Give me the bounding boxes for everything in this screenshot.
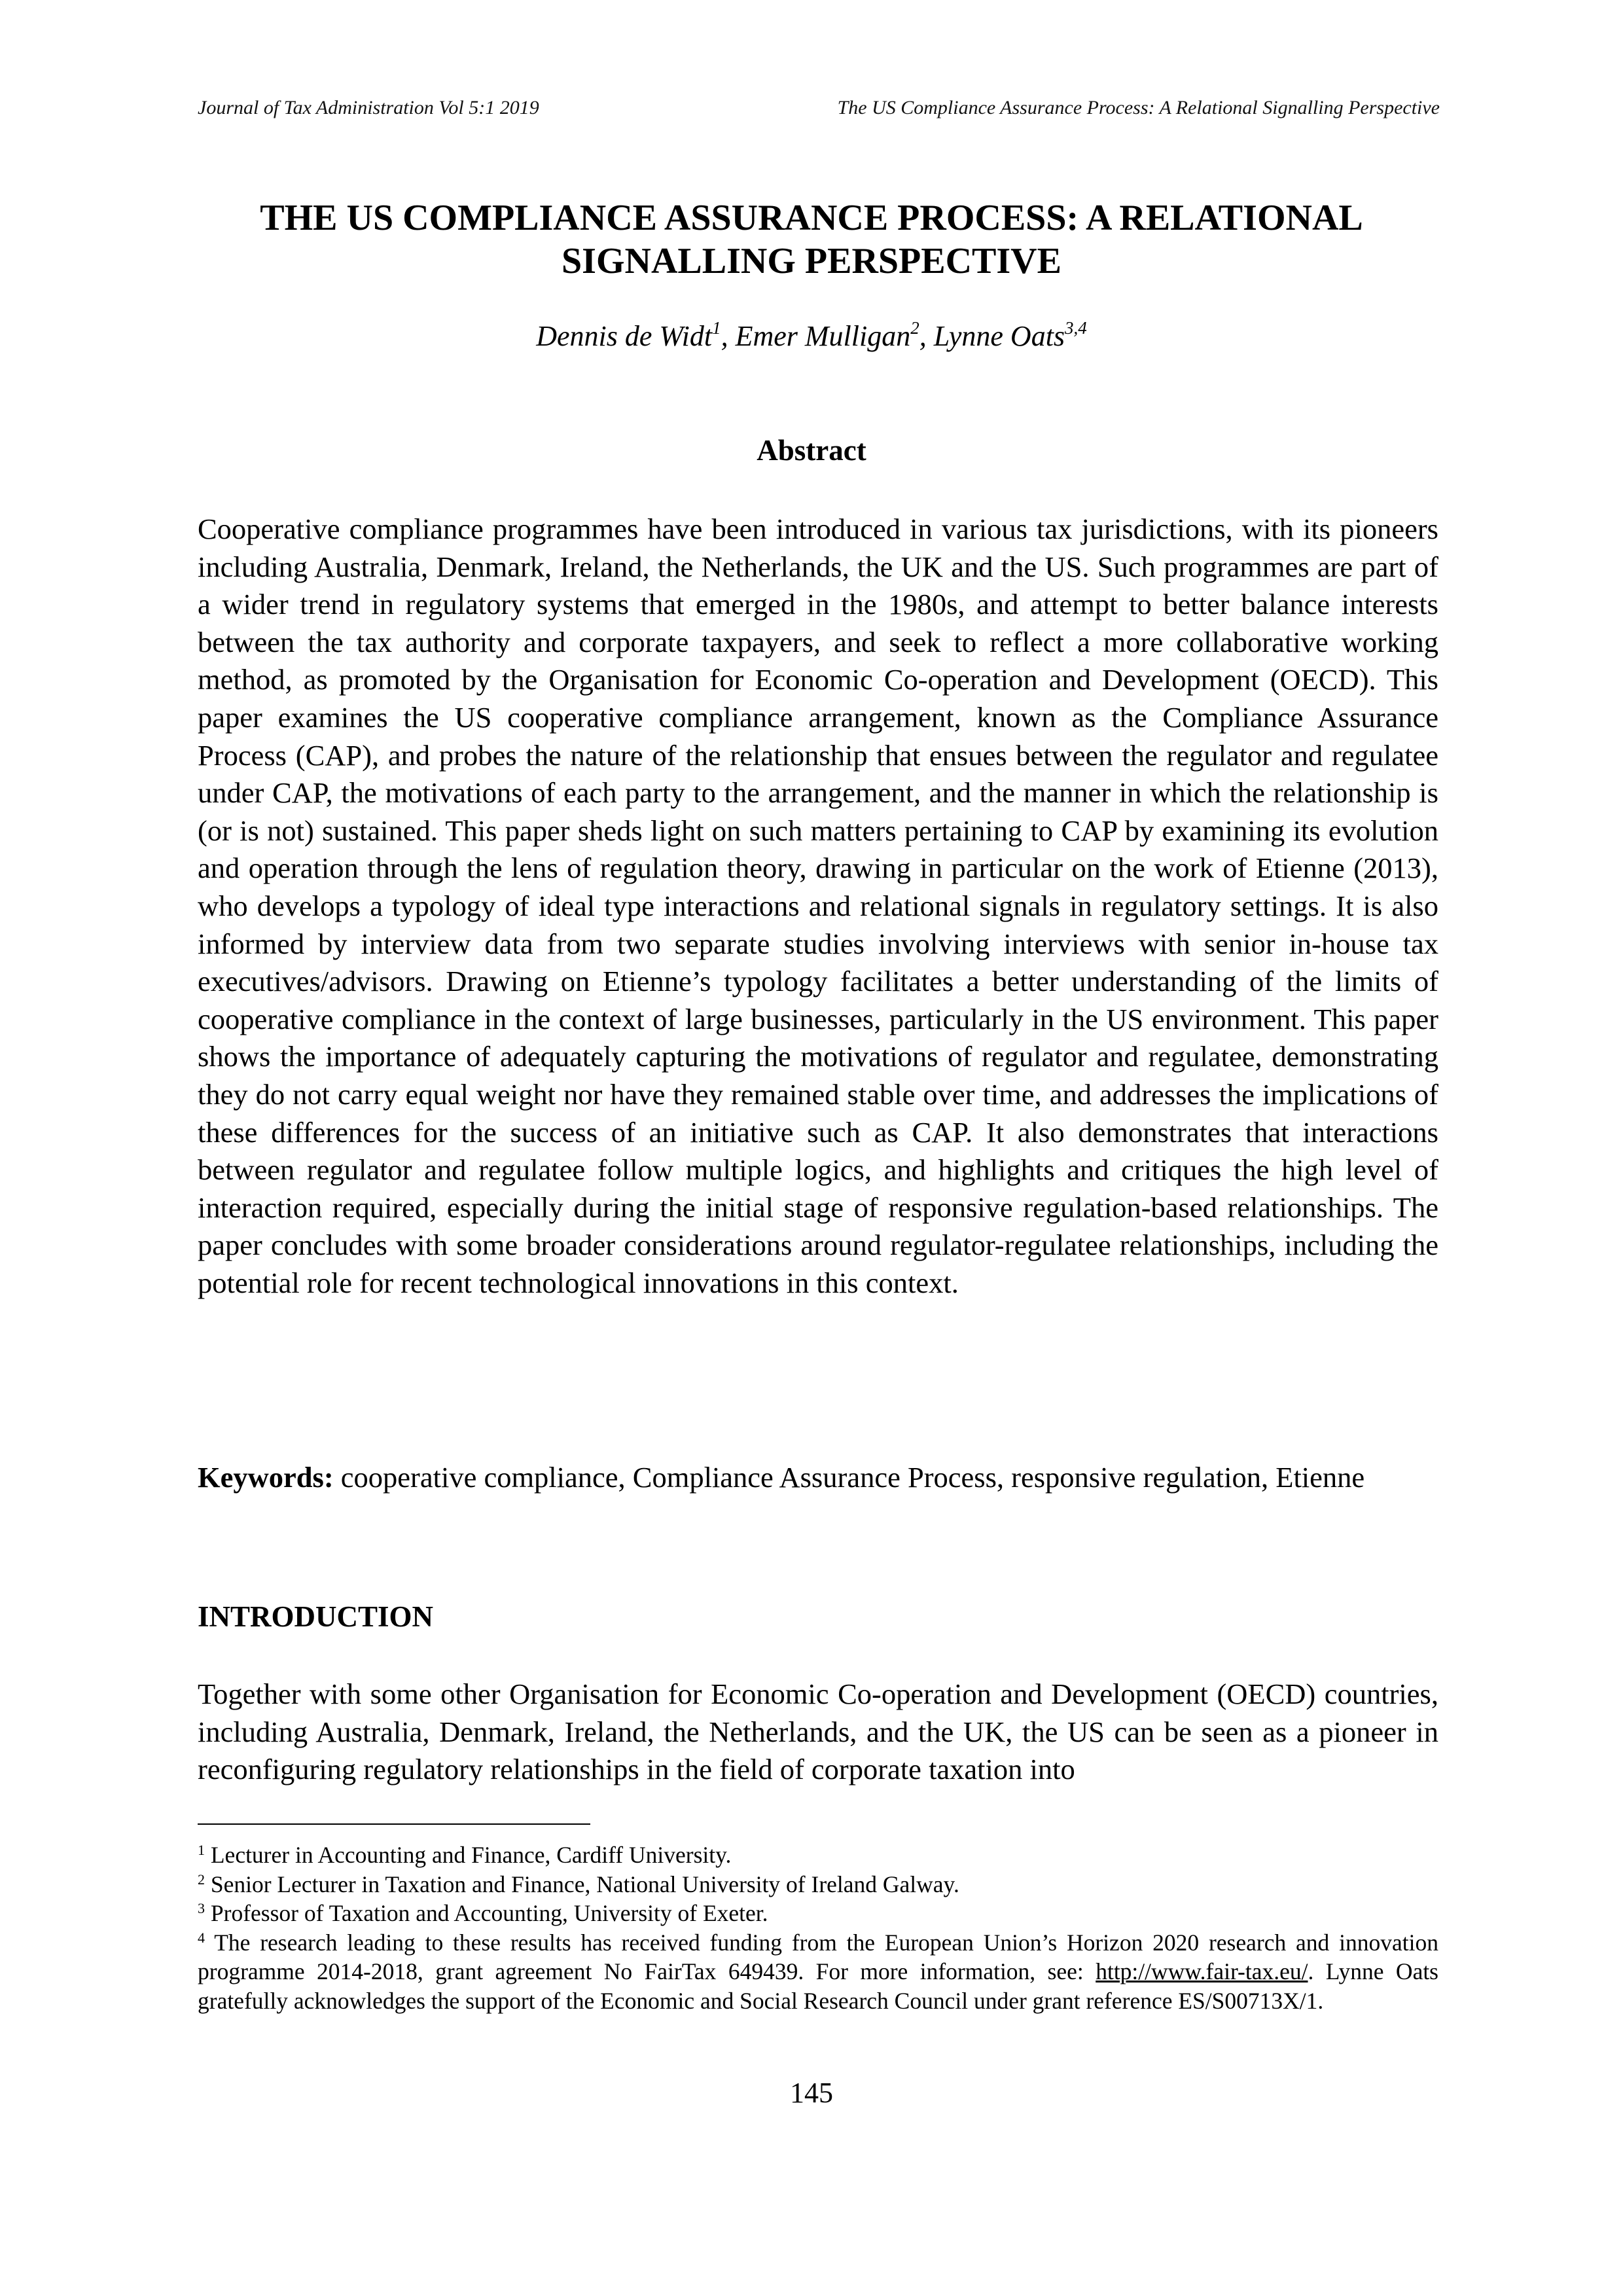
fair-tax-link[interactable]: http://www.fair-tax.eu/ bbox=[1096, 1958, 1308, 1984]
footnote-text: Lecturer in Accounting and Finance, Cardiff University. bbox=[205, 1842, 732, 1868]
short-title: The US Compliance Assurance Process: A Relational Signalling Perspective bbox=[837, 97, 1440, 118]
footnote-text: . Lynne Oats gratefully acknowledges the support of the Economic and Social Research Council under grant reference ES/S00713X/1. bbox=[198, 1958, 1438, 2014]
footnote bbox=[198, 1928, 1438, 2016]
introduction-heading: INTRODUCTION bbox=[198, 1600, 434, 1633]
page-number: 145 bbox=[790, 2077, 833, 2109]
journal-citation: Journal of Tax Administration Vol 5:1 2019 bbox=[198, 97, 539, 118]
author-list bbox=[0, 319, 1623, 353]
author-affiliation-marker: 1 bbox=[712, 318, 721, 338]
footnote-number: 1 bbox=[198, 1842, 205, 1858]
footnote bbox=[198, 1840, 1438, 1870]
keywords bbox=[198, 1458, 1438, 1497]
author-affiliation-marker: 3,4 bbox=[1065, 318, 1087, 338]
author-name: Emer Mulligan bbox=[735, 320, 911, 352]
introduction-text: Together with some other Organisation for Economic Co-operation and Development (OECD) countries, including Australia, Denmark, Ireland, the Netherlands, and the UK, the US can be seen as a pioneer in reconfiguring regulatory relationships in the field of corporate taxation into bbox=[198, 1677, 1438, 1786]
running-head bbox=[198, 97, 1440, 119]
footnote-number: 3 bbox=[198, 1900, 205, 1916]
footnote-text: The research leading to these results has received funding from the European Union’s Horizon 2020 research and innovation programme 2014-2018, grant agreement No FairTax 649439. For more information, see: bbox=[198, 1929, 1438, 1984]
author-name: Dennis de Widt bbox=[536, 320, 713, 352]
author bbox=[736, 320, 934, 352]
abstract-text: Cooperative compliance programmes have been introduced in various tax jurisdictions, with its pioneers including Australia, Denmark, Ireland, the Netherlands, the UK and the US. Such programmes are part of a wider trend in regulatory systems that emerged in the 1980s, and attempt to better balance interests between the tax authority and corporate taxpayers, and seek to reflect a more collaborative working method, as promoted by the Organisation for Economic Co-operation and Development (OECD). This paper examines the US cooperative compliance arrangement, known as the Compliance Assurance Process (CAP), and probes the nature of the relationship that ensues between the regulator and regulatee under CAP, the motivations of each party to the arrangement, and the manner in which the relationship is (or is not) sustained. This paper sheds light on such matters pertaining to CAP by examining its evolution and operation through the lens of regulation theory, drawing in particular on the work of Etienne (2013), who develops a typology of ideal type interactions and relational signals in regulatory settings. It is also informed by interview data from two separate studies involving interviews with senior in-house tax executives/advisors. Drawing on Etienne’s typology facilitates a better understanding of the limits of cooperative compliance in the context of large businesses, particularly in the US environment. This paper shows the importance of adequately capturing the motivations of regulator and regulatee, demonstrating they do not carry equal weight nor have they remained stable over time, and addresses the implications of these differences for the success of an initiative such as CAP. It also demonstrates that interactions between regulator and regulatee follow multiple logics, and highlights and critiques the high level of interaction required, especially during the initial stage of responsive regulation-based relationships. The paper concludes with some broader considerations around regulator-regulatee relationships, including the potential role for recent technological innovations in this context. bbox=[198, 512, 1438, 1299]
author-separator: , bbox=[721, 320, 736, 352]
footnote-number: 4 bbox=[198, 1929, 205, 1946]
footnote bbox=[198, 1870, 1438, 1899]
author-name: Lynne Oats bbox=[933, 320, 1065, 352]
paper-title: THE US COMPLIANCE ASSURANCE PROCESS: A RELATIONAL SIGNALLING PERSPECTIVE bbox=[260, 198, 1363, 281]
footnote bbox=[198, 1899, 1438, 1928]
author-affiliation-marker: 2 bbox=[910, 318, 919, 338]
keywords-label: Keywords: bbox=[198, 1461, 334, 1494]
author bbox=[536, 320, 735, 352]
author-separator: , bbox=[919, 320, 934, 352]
abstract-heading: Abstract bbox=[757, 434, 866, 467]
footnote-divider bbox=[198, 1823, 590, 1825]
footnotes bbox=[198, 1840, 1438, 2015]
keywords-list: cooperative compliance, Compliance Assurance Process, responsive regulation, Etienne bbox=[333, 1461, 1365, 1494]
footnote-text: Senior Lecturer in Taxation and Finance, National University of Ireland Galway. bbox=[205, 1871, 959, 1897]
footnote-text: Professor of Taxation and Accounting, University of Exeter. bbox=[205, 1900, 768, 1926]
footnote-number: 2 bbox=[198, 1871, 205, 1888]
author bbox=[934, 320, 1087, 352]
